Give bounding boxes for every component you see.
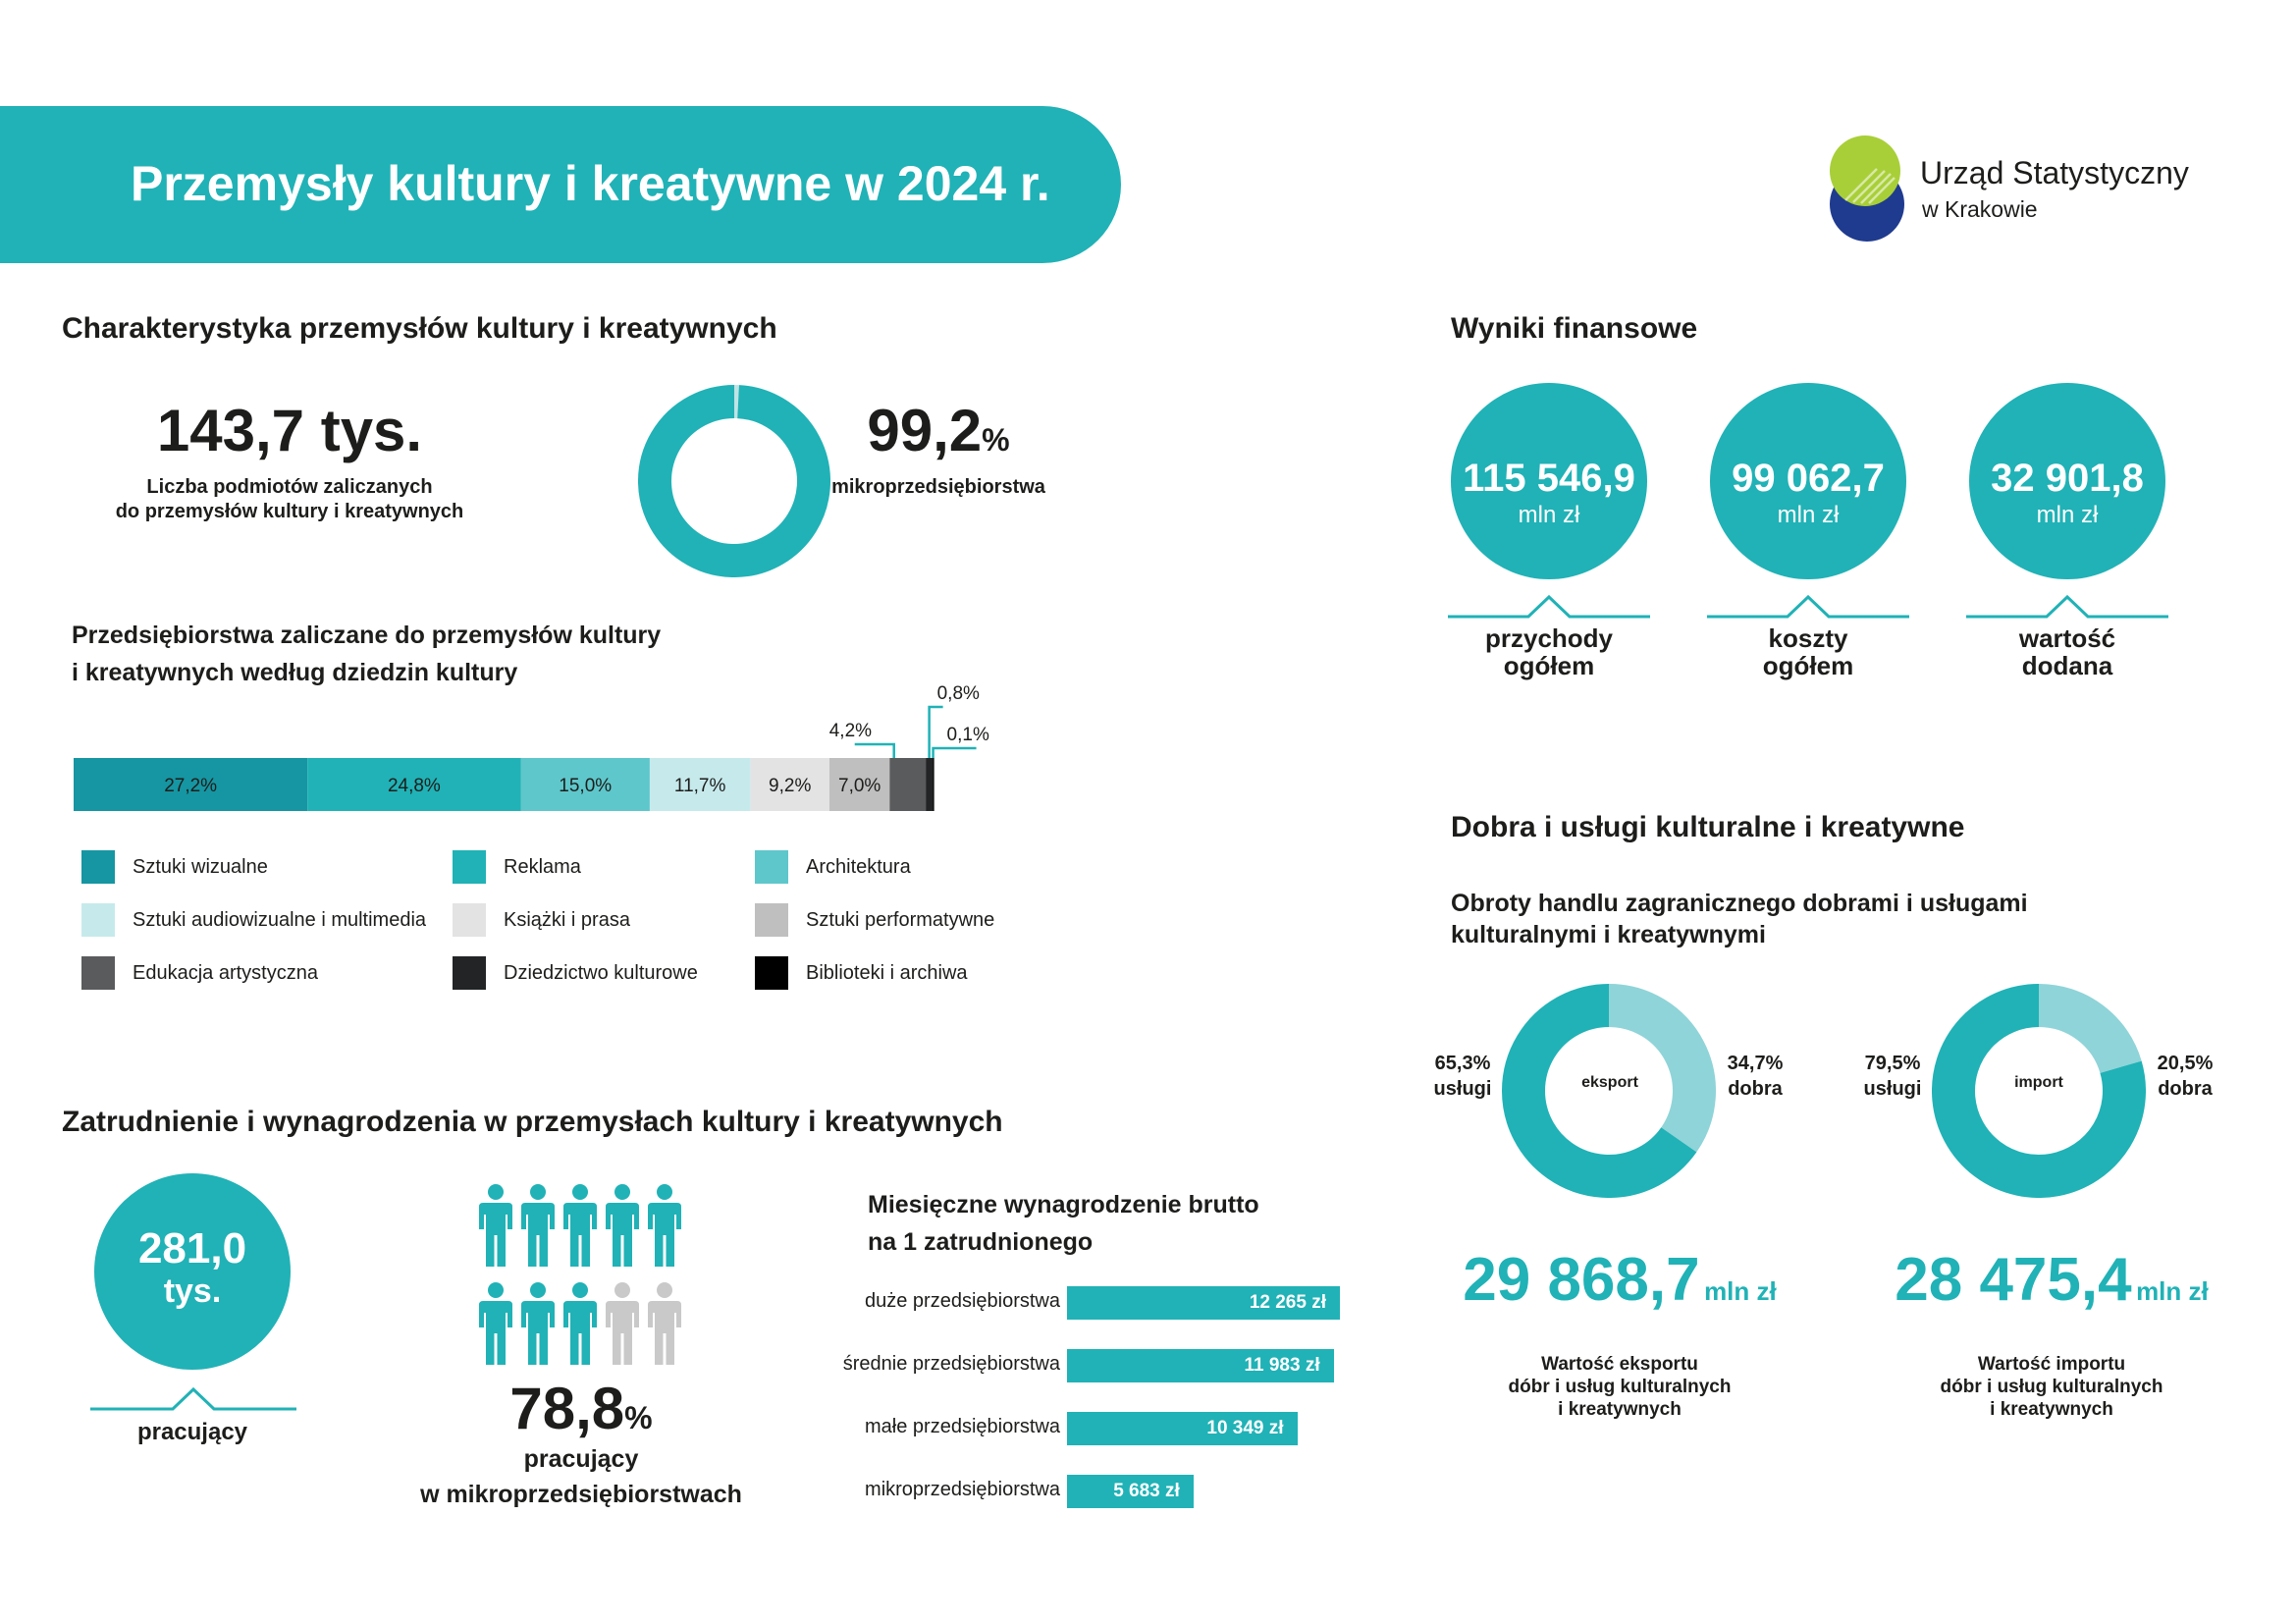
logo-title: Urząd Statystyczny bbox=[1920, 155, 2189, 190]
legend-swatch bbox=[755, 850, 788, 884]
domain-callout-line bbox=[855, 744, 894, 758]
financial-pointer-line bbox=[1966, 587, 2168, 623]
domain-bar-label: 7,0% bbox=[838, 776, 881, 796]
import-goods-label: 20,5% dobra bbox=[2157, 1053, 2214, 1100]
domain-bar-label: 24,8% bbox=[387, 776, 441, 796]
legend-swatch bbox=[81, 956, 115, 990]
financial-circle bbox=[1710, 383, 1906, 579]
wage-category-label: duże przedsiębiorstwa bbox=[865, 1290, 1060, 1312]
wage-category-label: małe przedsiębiorstwa bbox=[865, 1416, 1060, 1437]
legend-swatch bbox=[453, 850, 486, 884]
micro-share-caption: mikroprzedsiębiorstwa bbox=[831, 476, 1045, 498]
person-icon bbox=[520, 1282, 556, 1365]
financial-unit: mln zł bbox=[1518, 502, 1580, 528]
person-icon bbox=[647, 1282, 682, 1365]
legend-item bbox=[81, 903, 426, 937]
legend-label: Edukacja artystyczna bbox=[133, 961, 318, 984]
financial-caption-line: dodana bbox=[2021, 651, 2113, 680]
legend-item bbox=[453, 903, 630, 937]
financial-heading: Wyniki finansowe bbox=[1451, 312, 1698, 345]
logo-subtitle: w Krakowie bbox=[1922, 196, 2038, 222]
legend-label: Biblioteki i archiwa bbox=[806, 961, 968, 984]
financial-caption-line: wartość bbox=[2018, 623, 2116, 653]
legend-label: Reklama bbox=[504, 855, 581, 878]
person-icon bbox=[520, 1184, 556, 1267]
characteristics-heading: Charakterystyka przemysłów kultury i kreatywnych bbox=[62, 312, 777, 345]
person-icon bbox=[562, 1282, 598, 1365]
domain-callout-line bbox=[934, 748, 977, 758]
financial-caption bbox=[1969, 624, 2165, 679]
page-title: Przemysły kultury i kreatywne w 2024 r. bbox=[131, 156, 1050, 211]
legend-swatch bbox=[81, 903, 115, 937]
legend-item bbox=[81, 850, 268, 884]
financial-unit: mln zł bbox=[2036, 502, 2099, 528]
wage-bar-value: 5 683 zł bbox=[1113, 1481, 1180, 1501]
legend-label: Sztuki wizualne bbox=[133, 855, 268, 878]
import-donut-center: import bbox=[2014, 1074, 2063, 1091]
legend-item bbox=[755, 903, 994, 937]
legend-swatch bbox=[755, 903, 788, 937]
financial-caption-line: koszty bbox=[1768, 623, 1848, 653]
person-icon bbox=[478, 1282, 513, 1365]
trade-subheading: Obroty handlu zagranicznego dobrami i usługami kulturalnymi i kreatywnymi bbox=[1451, 890, 2028, 948]
person-icon bbox=[605, 1282, 640, 1365]
legend-item bbox=[81, 956, 318, 990]
financial-value: 115 546,9 bbox=[1463, 457, 1635, 500]
export-slice-goods bbox=[1609, 1005, 1694, 1140]
employment-heading: Zatrudnienie i wynagrodzenia w przemysłach kultury i kreatywnych bbox=[62, 1106, 1003, 1138]
financial-caption bbox=[1710, 624, 1906, 679]
legend-label: Sztuki audiowizualne i multimedia bbox=[133, 908, 427, 931]
person-icon bbox=[562, 1184, 598, 1267]
person-icon bbox=[647, 1184, 682, 1267]
wage-bar-value: 10 349 zł bbox=[1206, 1418, 1284, 1438]
financial-pointer-line bbox=[1707, 587, 1909, 623]
wage-bar-value: 11 983 zł bbox=[1244, 1355, 1320, 1376]
wage-bar bbox=[1067, 1286, 1340, 1320]
domain-bar-label: 15,0% bbox=[559, 776, 613, 796]
workers-caption: pracujący bbox=[136, 1419, 248, 1445]
workers-pointer-line bbox=[90, 1380, 296, 1415]
wage-bar bbox=[1067, 1412, 1298, 1445]
domain-bar-label: 9,2% bbox=[769, 776, 812, 796]
import-caption: Wartość importu dóbr i usług kulturalnych i kreatywnych bbox=[1940, 1354, 2163, 1420]
financial-pointer-line bbox=[1448, 587, 1650, 623]
financial-unit: mln zł bbox=[1777, 502, 1840, 528]
domain-callout-label: 0,8% bbox=[936, 683, 980, 704]
wages-heading: Miesięczne wynagrodzenie brutto na 1 zatrudnionego bbox=[868, 1191, 1259, 1256]
domain-bar-label: 27,2% bbox=[164, 776, 218, 796]
export-services-label: 65,3% usługi bbox=[1433, 1053, 1492, 1100]
person-icon bbox=[605, 1184, 640, 1267]
financial-value: 32 901,8 bbox=[1991, 457, 2144, 500]
domain-bar-segment bbox=[889, 758, 926, 811]
import-services-label: 79,5% usługi bbox=[1863, 1053, 1922, 1100]
legend-item bbox=[453, 956, 698, 990]
wage-bar bbox=[1067, 1349, 1334, 1382]
financial-caption-line: ogółem bbox=[1503, 651, 1595, 680]
micro-share-donut bbox=[638, 385, 830, 577]
legend-item bbox=[453, 850, 581, 884]
export-value: 29 868,7 mln zł bbox=[1463, 1246, 1777, 1314]
donut-slice-micro bbox=[655, 402, 814, 561]
domain-callout-line bbox=[930, 707, 943, 758]
legend-label: Dziedzictwo kulturowe bbox=[504, 961, 698, 984]
people-grid bbox=[478, 1184, 686, 1365]
domains-stacked-bar bbox=[59, 668, 1021, 825]
import-slice-goods bbox=[2039, 1005, 2121, 1067]
import-value: 28 475,4 mln zł bbox=[1895, 1246, 2209, 1314]
trade-heading: Dobra i usługi kulturalne i kreatywne bbox=[1451, 811, 1965, 843]
financial-value: 99 062,7 bbox=[1732, 457, 1885, 500]
legend-swatch bbox=[755, 956, 788, 990]
micro-share-value: 99,2% bbox=[867, 398, 1010, 463]
entities-value: 143,7 tys. bbox=[156, 398, 423, 463]
domain-bar-label: 11,7% bbox=[673, 776, 726, 796]
domains-heading: Przedsiębiorstwa zaliczane do przemysłów kultury i kreatywnych według dziedzin kultury bbox=[72, 622, 662, 686]
wage-category-label: mikroprzedsiębiorstwa bbox=[865, 1479, 1060, 1500]
legend-item bbox=[755, 850, 911, 884]
domains-legend bbox=[81, 850, 1063, 1007]
gus-logo-icon bbox=[1828, 135, 1906, 245]
legend-swatch bbox=[453, 956, 486, 990]
financial-circle bbox=[1451, 383, 1647, 579]
domain-callout-label: 4,2% bbox=[828, 721, 873, 741]
legend-swatch bbox=[453, 903, 486, 937]
wage-category-label: średnie przedsiębiorstwa bbox=[842, 1353, 1060, 1375]
wage-bar-value: 12 265 zł bbox=[1249, 1292, 1326, 1313]
financial-caption-line: przychody bbox=[1484, 623, 1614, 653]
wages-bar-chart bbox=[766, 1286, 1374, 1532]
financial-circle bbox=[1969, 383, 2165, 579]
export-donut-center: eksport bbox=[1581, 1074, 1638, 1091]
legend-label: Sztuki performatywne bbox=[806, 908, 995, 931]
export-goods-label: 34,7% dobra bbox=[1727, 1053, 1784, 1100]
micro-workers-caption: pracujący w mikroprzedsiębiorstwach bbox=[420, 1445, 742, 1508]
export-caption: Wartość eksportu dóbr i usług kulturalnych i kreatywnych bbox=[1508, 1354, 1732, 1420]
entities-caption: Liczba podmiotów zaliczanych do przemysłów kultury i kreatywnych bbox=[115, 476, 464, 522]
financial-caption-line: ogółem bbox=[1762, 651, 1854, 680]
workers-circle: 281,0 tys. bbox=[94, 1173, 291, 1370]
legend-swatch bbox=[81, 850, 115, 884]
person-icon bbox=[478, 1184, 513, 1267]
legend-label: Architektura bbox=[806, 855, 911, 878]
legend-label: Książki i prasa bbox=[504, 908, 630, 931]
wage-bar bbox=[1067, 1475, 1194, 1508]
domain-callout-label: 0,1% bbox=[946, 725, 989, 745]
financial-results bbox=[1433, 383, 2199, 697]
micro-workers-value: 78,8% bbox=[509, 1376, 653, 1441]
domain-bar-segment bbox=[926, 758, 933, 811]
legend-item bbox=[755, 956, 968, 990]
domain-bar-segment bbox=[933, 758, 934, 811]
financial-caption bbox=[1451, 624, 1647, 679]
